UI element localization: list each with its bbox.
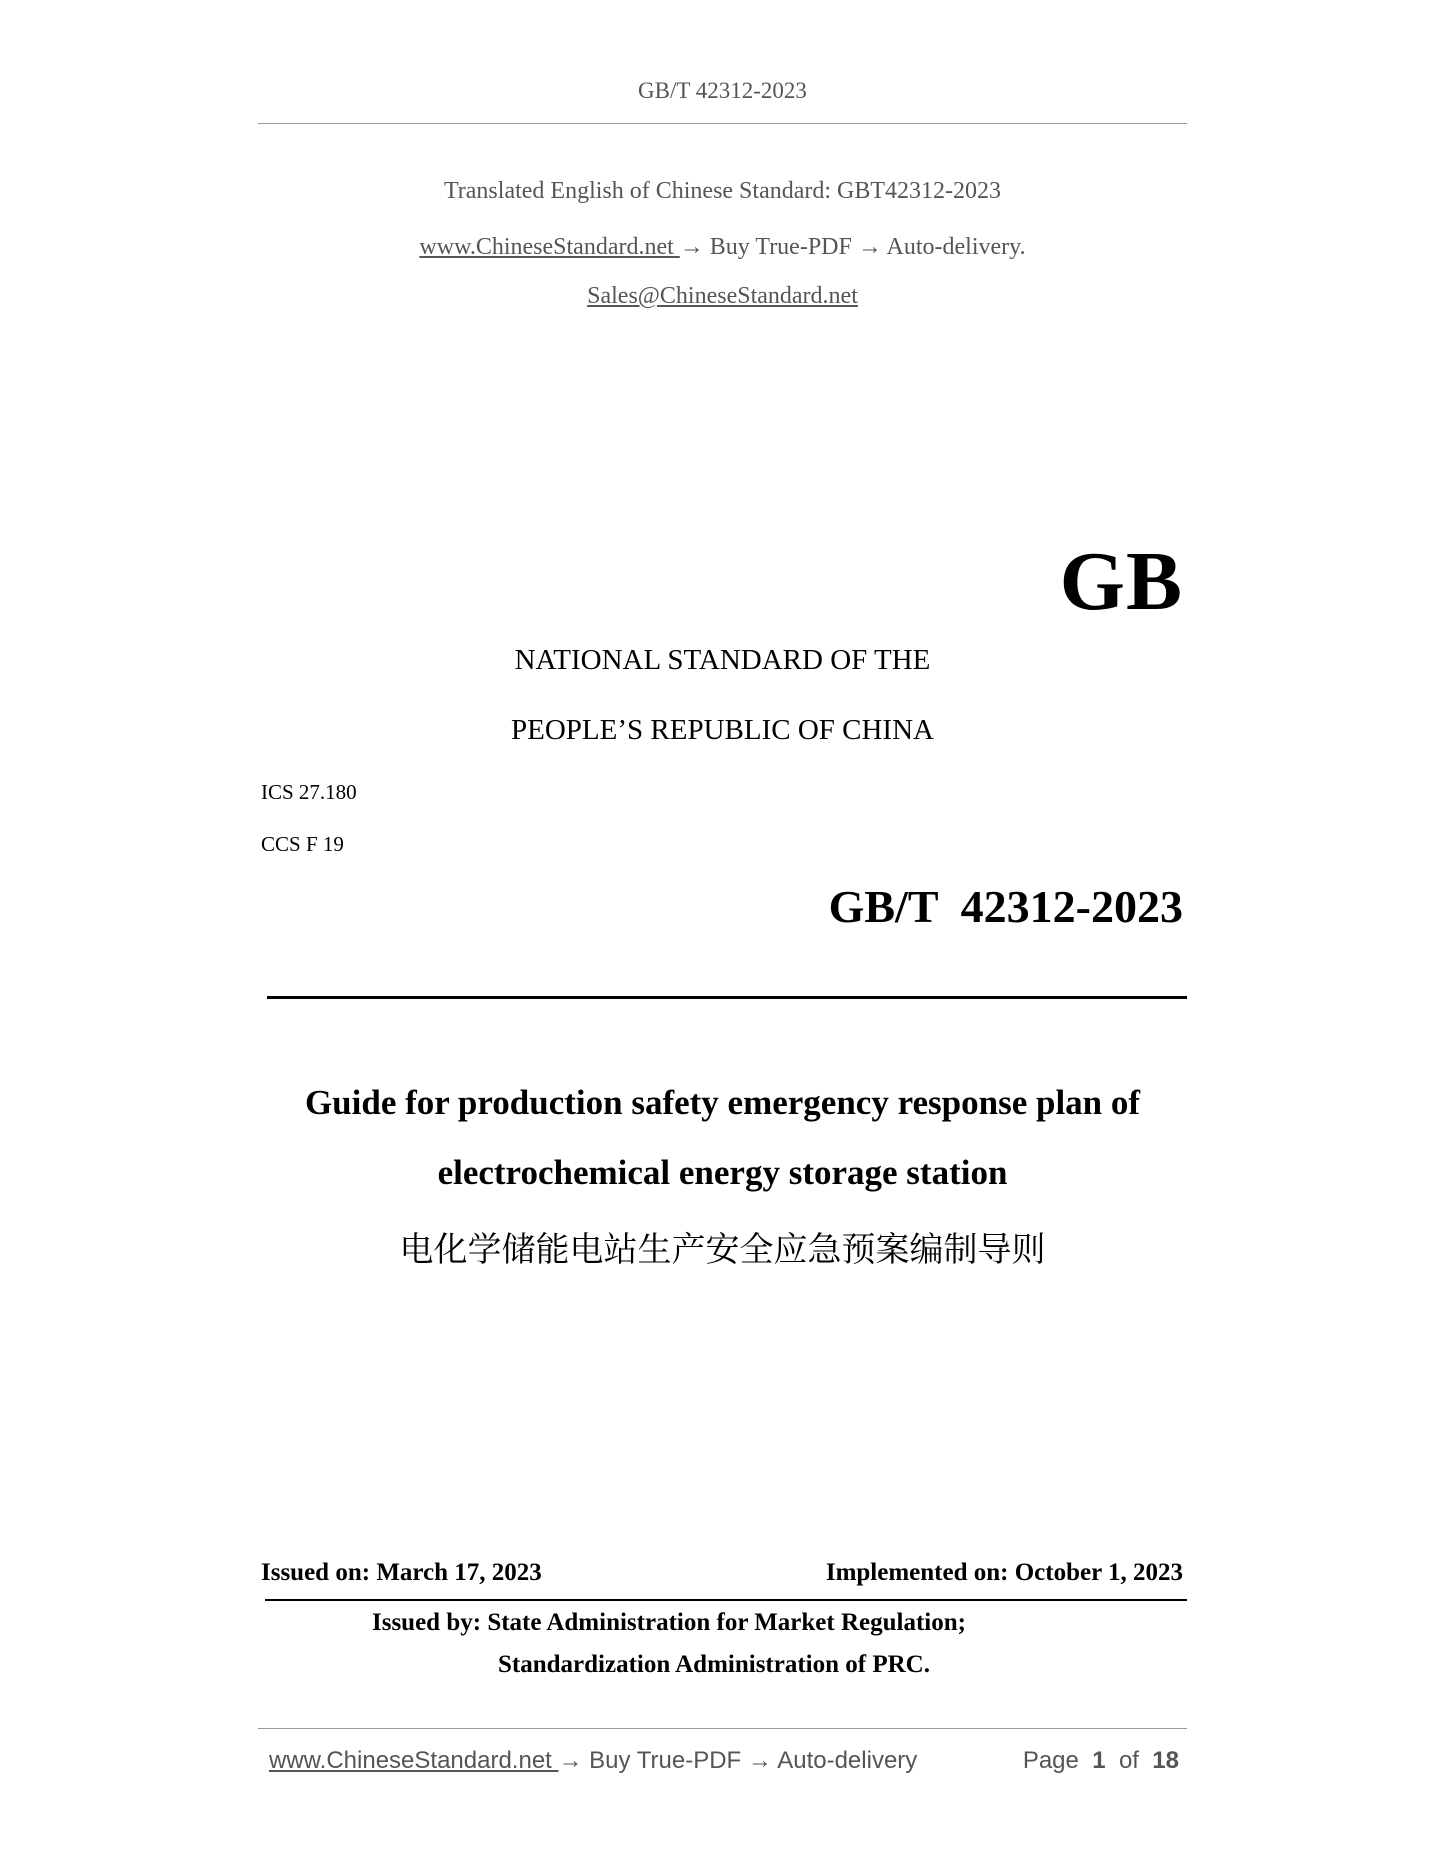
issued-by-line-1: Issued by: State Administration for Market Regulation;: [372, 1609, 966, 1636]
title-english-line-1: Guide for production safety emergency response plan of: [304, 1083, 1141, 1122]
issued-on-date: Issued on: March 17, 2023: [261, 1559, 542, 1586]
header-divider: [258, 123, 1187, 124]
sales-email-link[interactable]: Sales@ChineseStandard.net: [587, 283, 858, 309]
sales-line: [0, 283, 1445, 310]
issued-by-line-2: Standardization Administration of PRC.: [498, 1651, 930, 1678]
page-of-label: of: [1118, 1747, 1139, 1774]
title-english-line-2: electrochemical energy storage station: [437, 1153, 1008, 1192]
page-current: 1: [1092, 1747, 1106, 1774]
page-label: Page: [1022, 1747, 1079, 1774]
page-total: 18: [1152, 1747, 1179, 1774]
gb-mark: GB: [1059, 535, 1183, 628]
national-standard-line-1: NATIONAL STANDARD OF THE: [514, 644, 931, 676]
site-link[interactable]: www.ChineseStandard.net: [419, 234, 680, 260]
footer-divider: [258, 1728, 1187, 1729]
footer-suffix: → Buy True-PDF → Auto-delivery: [558, 1747, 918, 1774]
promo-links-line: [0, 234, 1445, 261]
ccs-code: CCS F 19: [261, 832, 344, 856]
national-standard-line-2: PEOPLE’S REPUBLIC OF CHINA: [511, 714, 934, 746]
page-indicator: [1023, 1747, 1179, 1775]
title-chinese: 电化学储能电站生产安全应急预案编制导则: [399, 1230, 1046, 1270]
cover-divider: [267, 996, 1187, 999]
translation-notice: Translated English of Chinese Standard: GBT42312-2023: [443, 178, 1002, 204]
footer-links-line: [269, 1747, 917, 1775]
implemented-on-date: Implemented on: October 1, 2023: [825, 1559, 1183, 1586]
standard-number: GB/T 42312-2023: [828, 881, 1183, 932]
ics-code: ICS 27.180: [261, 780, 357, 804]
running-header: GB/T 42312-2023: [638, 78, 807, 103]
issue-divider: [265, 1599, 1187, 1601]
promo-suffix: → Buy True-PDF → Auto-delivery.: [679, 234, 1026, 260]
footer-site-link[interactable]: www.ChineseStandard.net: [269, 1747, 559, 1774]
